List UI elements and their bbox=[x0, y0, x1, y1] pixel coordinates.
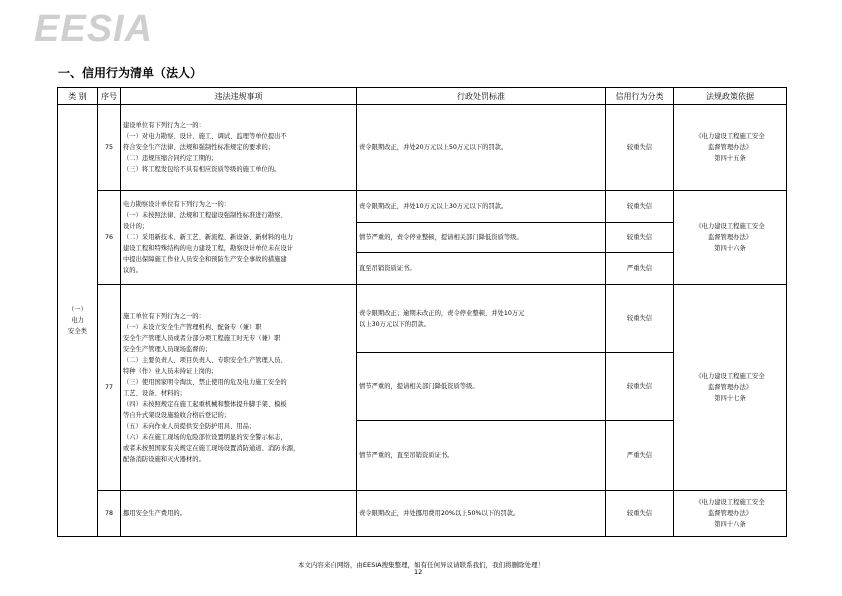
basis-line: 监督管理办法》 bbox=[707, 510, 753, 517]
violation-line: 安全生产管理人员或者分部分项工程施工时无专（兼）职 bbox=[123, 334, 281, 342]
violation-cell bbox=[121, 285, 357, 491]
basis-line: 第四十八条 bbox=[714, 521, 746, 528]
category-cell bbox=[58, 105, 98, 537]
credit-behavior-table bbox=[57, 87, 787, 537]
penalty-cell bbox=[357, 223, 606, 253]
basis-line: 《电力建设工程施工安全 bbox=[695, 499, 765, 506]
table-row bbox=[58, 285, 787, 353]
footer-notice: 本文内容来自网络，由EESIA搜集整理，如有任何异议请联系我们，我们将删除处理！ bbox=[297, 561, 545, 569]
classification-cell: 较重失信 bbox=[606, 105, 674, 191]
penalty-cell bbox=[357, 285, 606, 353]
category-line: 电力 bbox=[71, 317, 84, 324]
violation-line: （二）违规压缩合同约定工期的； bbox=[123, 155, 218, 162]
row-number: 75 bbox=[98, 105, 121, 191]
violation-line: 施工单位有下列行为之一的： bbox=[123, 312, 205, 320]
violation-line: 议的。 bbox=[123, 267, 142, 274]
classification-cell: 较重失信 bbox=[606, 353, 674, 421]
basis-line: 第四十七条 bbox=[714, 395, 746, 402]
basis-line: 《电力建设工程施工安全 bbox=[695, 133, 765, 140]
violation-line: 或者未按照国家有关规定在施工现场设置消防通道、消防水源， bbox=[123, 444, 300, 452]
penalty-line: 情节严重的，提请相关部门降低资质等级。 bbox=[359, 383, 479, 390]
eesia-logo: EESIA bbox=[34, 8, 154, 50]
section-title: 一、信用行为清单（法人） bbox=[58, 66, 203, 80]
classification-cell: 严重失信 bbox=[606, 253, 674, 285]
violation-cell bbox=[121, 105, 357, 191]
penalty-line: 情节严重的，责令停业整顿，提请相关部门降低资质等级。 bbox=[359, 234, 523, 241]
header-number: 序号 bbox=[98, 88, 121, 105]
violation-line: 符合安全生产法律、法规和强制性标准规定的要求的； bbox=[123, 144, 275, 151]
violation-line: 建设工程和特殊结构的电力建设工程，勘察设计单位未在设计 bbox=[123, 245, 294, 252]
basis-line: 监督管理办法》 bbox=[707, 144, 753, 151]
classification-cell: 较重失信 bbox=[606, 223, 674, 253]
violation-line: 安全生产管理人员现场监督的； bbox=[123, 345, 212, 353]
header-basis: 法规政策依据 bbox=[674, 88, 787, 105]
basis-cell bbox=[674, 191, 787, 285]
violation-line: 配备消防设施和灭火器材的。 bbox=[123, 455, 205, 463]
penalty-cell bbox=[357, 353, 606, 421]
violation-line: （五）未向作业人员提供安全防护用具、用品； bbox=[123, 422, 256, 430]
category-line: （一） bbox=[68, 306, 87, 313]
violation-cell bbox=[121, 191, 357, 285]
violation-line: 工艺、设备、材料的； bbox=[123, 389, 186, 397]
violation-line: （二）采用新技术、新工艺、新流程、新设备、新材料的电力 bbox=[123, 234, 294, 241]
violation-line: （一）未设立安全生产管理机构、配备专（兼）职 bbox=[123, 323, 262, 331]
penalty-line: 情节严重的，直至吊销资质证书。 bbox=[359, 452, 454, 459]
row-number: 77 bbox=[98, 285, 121, 491]
classification-cell: 较重失信 bbox=[606, 285, 674, 353]
basis-line: 监督管理办法》 bbox=[707, 384, 753, 391]
table-header-row bbox=[58, 88, 787, 105]
violation-line: 电力勘察设计单位有下列行为之一的： bbox=[123, 201, 231, 208]
table-row bbox=[58, 491, 787, 537]
violation-line: （六）未在施工现场的危险部位设置明显的安全警示标志， bbox=[123, 433, 287, 441]
violation-line: 设计的； bbox=[123, 223, 149, 230]
classification-cell: 较重失信 bbox=[606, 491, 674, 537]
penalty-cell bbox=[357, 191, 606, 223]
violation-line: （二）主要负责人、项目负责人、专职安全生产管理人员、 bbox=[123, 356, 287, 364]
header-category: 类 别 bbox=[58, 88, 98, 105]
table-row bbox=[58, 191, 787, 223]
penalty-cell bbox=[357, 491, 606, 537]
violation-line: 建设单位有下列行为之一的： bbox=[123, 122, 205, 129]
basis-line: 监督管理办法》 bbox=[707, 234, 753, 241]
penalty-line: 责令限期改正；逾期未改正的，责令停业整顿，并处10万元 bbox=[359, 309, 525, 317]
penalty-cell bbox=[357, 253, 606, 285]
basis-cell bbox=[674, 105, 787, 191]
basis-line: 《电力建设工程施工安全 bbox=[695, 223, 765, 230]
category-line: 安全类 bbox=[68, 328, 87, 335]
violation-line: （一）对电力勘察、设计、施工、调试、监理等单位提出不 bbox=[123, 133, 287, 140]
violation-line: （一）未按照法律、法规和工程建设强制性标准进行勘察、 bbox=[123, 212, 287, 219]
violation-line: （三）使用国家明令淘汰、禁止使用的危及电力施工安全的 bbox=[123, 378, 287, 386]
basis-cell bbox=[674, 491, 787, 537]
violation-cell bbox=[121, 491, 357, 537]
header-classification: 信用行为分类 bbox=[606, 88, 674, 105]
violation-line: 等自升式架设设施验收合格后登记的； bbox=[123, 411, 231, 419]
row-number: 78 bbox=[98, 491, 121, 537]
page-number: 12 bbox=[414, 568, 423, 576]
penalty-cell bbox=[357, 421, 606, 491]
penalty-line: 责令限期改正，并处20万元以上50万元以下的罚款。 bbox=[359, 144, 508, 151]
table-row bbox=[58, 105, 787, 191]
violation-line: （三）将工程发包给不具有相应资质等级的施工单位的。 bbox=[123, 166, 281, 173]
penalty-cell bbox=[357, 105, 606, 191]
basis-line: 《电力建设工程施工安全 bbox=[695, 373, 765, 380]
penalty-line: 直至吊销资质证书。 bbox=[359, 265, 416, 272]
row-number: 76 bbox=[98, 191, 121, 285]
violation-line: （四）未按照规定在施工起重机械和整体提升脚手架、模板 bbox=[123, 400, 287, 408]
violation-line: 特种（作）业人员未持证上岗的； bbox=[123, 367, 218, 375]
violation-line: 挪用安全生产费用的。 bbox=[123, 510, 186, 517]
basis-line: 第四十五条 bbox=[714, 155, 746, 162]
classification-cell: 严重失信 bbox=[606, 421, 674, 491]
penalty-line: 责令限期改正，并处10万元以上30万元以下的罚款。 bbox=[359, 203, 508, 210]
penalty-line: 责令限期改正，并处挪用费用20%以上50%以下的罚款。 bbox=[359, 510, 520, 517]
basis-line: 第四十六条 bbox=[714, 245, 746, 252]
basis-cell bbox=[674, 285, 787, 491]
penalty-line: 以上30万元以下的罚款。 bbox=[359, 320, 430, 328]
classification-cell: 较重失信 bbox=[606, 191, 674, 223]
header-penalty: 行政处罚标准 bbox=[357, 88, 606, 105]
violation-line: 中提出保障施工作业人员安全和预防生产安全事故的措施建 bbox=[123, 256, 287, 263]
header-violation: 违法违规事项 bbox=[121, 88, 357, 105]
